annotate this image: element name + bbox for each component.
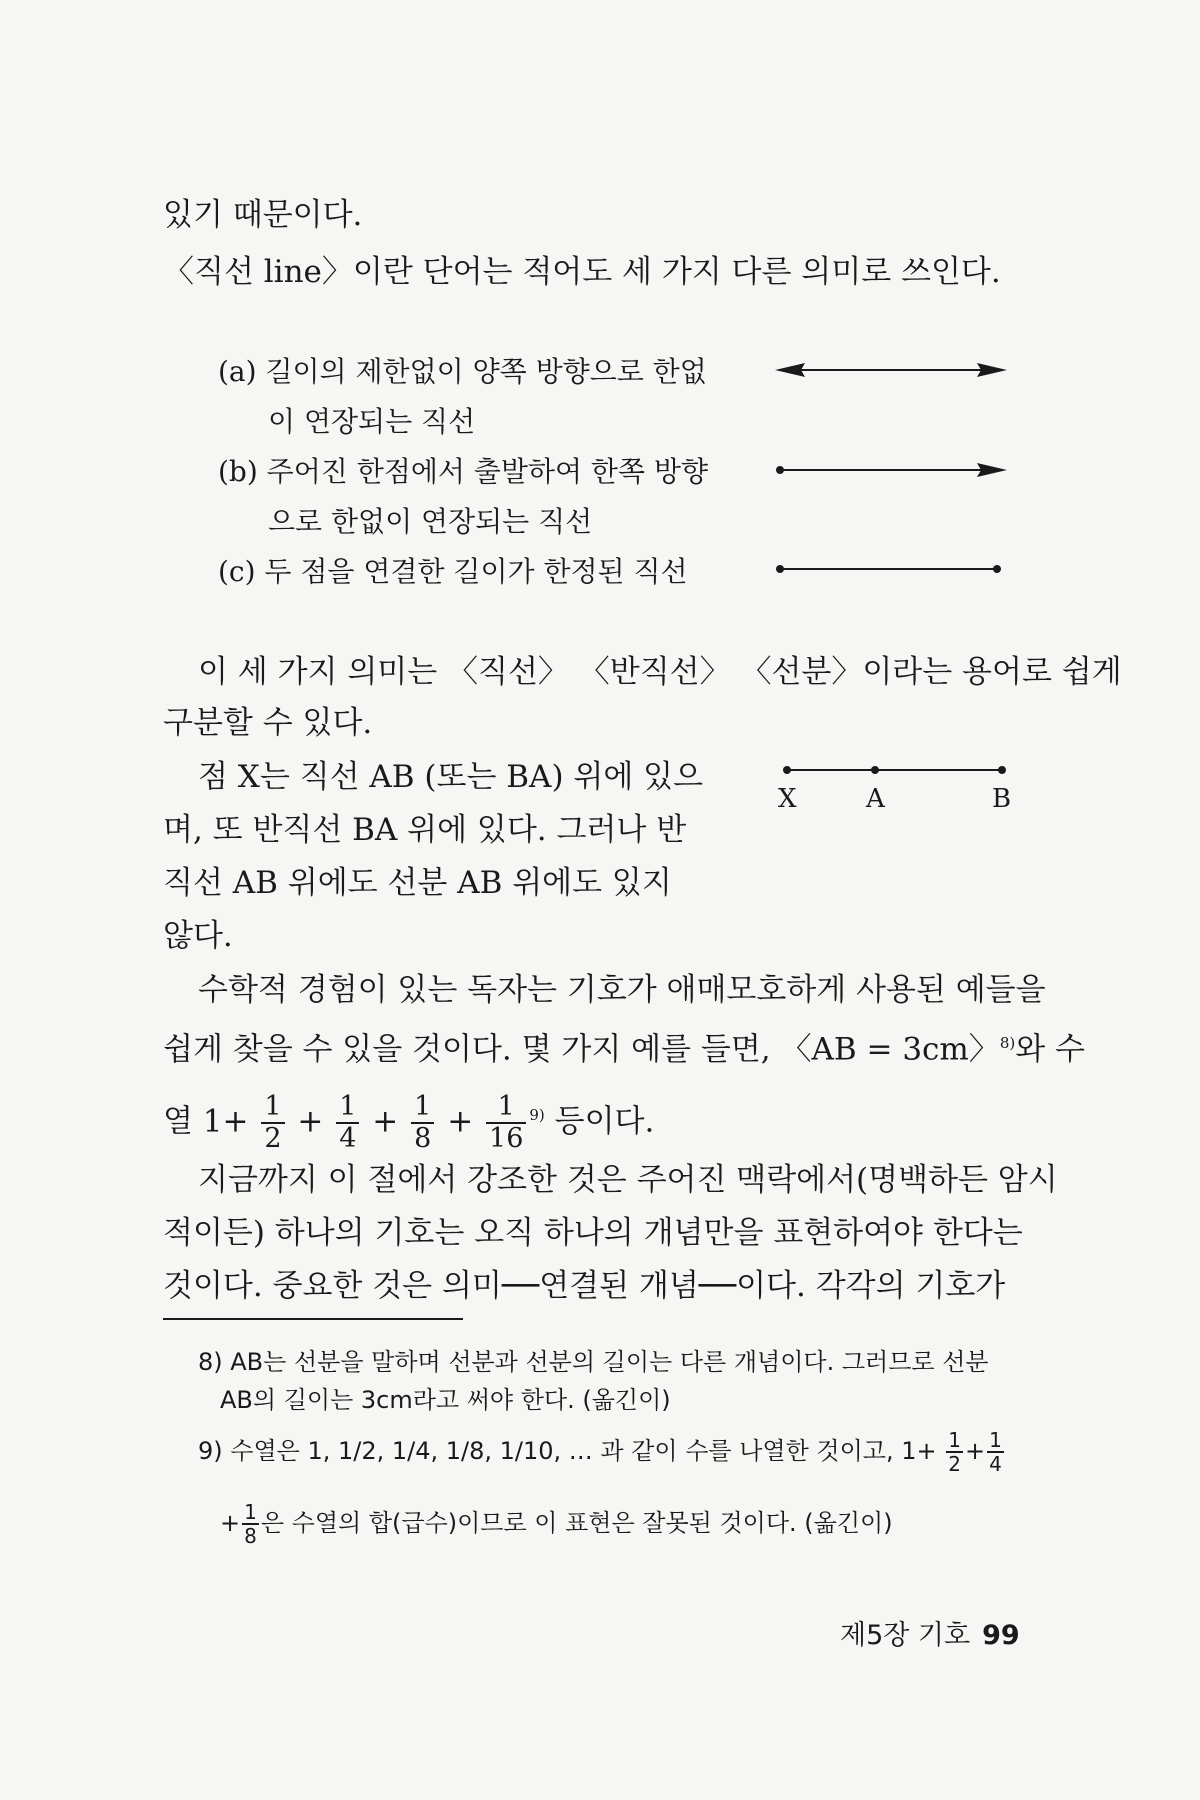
paragraph-line: 이 세 가지 의미는 〈직선〉 〈반직선〉 〈선분〉이라는 용어로 쉽게 (198, 654, 1122, 690)
fraction-one-quarter: $\frac{1}{4}$ (336, 1092, 359, 1154)
series-expression-line (163, 1080, 654, 1156)
fraction-one-eighth: $\frac{1}{8}$ (244, 1500, 257, 1548)
paragraph-line: 지금까지 이 절에서 강조한 것은 주어진 맥락에서(명백하든 암시 (198, 1162, 1058, 1198)
footnote-9-line2 (220, 1498, 893, 1548)
paragraph-line: 적이든) 하나의 기호는 오직 하나의 개념만을 표현하여야 한다는 (163, 1215, 1023, 1251)
arrowhead-right-icon (977, 463, 1007, 477)
paragraph-line: 점 X는 직선 AB (또는 BA) 위에 있으 (198, 759, 704, 795)
fraction-one-eighth: $\frac{1}{8}$ (411, 1092, 434, 1154)
paragraph-line: 구분할 수 있다. (163, 705, 373, 741)
list-item-b-line2: 으로 한없이 연장되는 직선 (268, 505, 593, 538)
point-x-dot (783, 766, 791, 774)
footnote-ref-9: 9) (529, 1106, 545, 1124)
paragraph-line: 며, 또 반직선 BA 위에 있다. 그러나 반 (163, 812, 687, 848)
arrowhead-left-icon (775, 363, 805, 377)
fraction-one-sixteenth: $\frac{1}{16}$ (486, 1092, 526, 1154)
list-item-a-line1: (a) 길이의 제한없이 양쪽 방향으로 한없 (218, 355, 707, 388)
plus-sign: + (297, 1103, 324, 1140)
page-number: 99 (982, 1620, 1020, 1651)
list-item-c-line1: (c) 두 점을 연결한 길이가 한정된 직선 (218, 555, 688, 588)
paragraph-line: 직선 AB 위에도 선분 AB 위에도 있지 (163, 865, 672, 901)
arrowhead-right-icon (977, 363, 1007, 377)
paragraph-line: 않다. (163, 918, 233, 954)
text-run: 9) 수열은 1, 1/2, 1/4, 1/8, 1/10, … 과 같이 수를 나열한 것이고, 1+ (198, 1437, 937, 1465)
footnote-8-line1: 8) AB는 선분을 말하며 선분과 선분의 길이는 다른 개념이다. 그러므로 선분 (198, 1348, 989, 1376)
list-item-b-line1: (b) 주어진 한점에서 출발하여 한쪽 방향 (218, 455, 708, 488)
text-run: 쉽게 찾을 수 있을 것이다. 몇 가지 예를 들면, 〈AB = 3cm〉 (163, 1031, 1000, 1068)
segment-figure (775, 554, 1007, 584)
xab-segment-figure (782, 760, 1008, 780)
footnote-ref-8: 8) (999, 1034, 1016, 1052)
paragraph-line: 수학적 경험이 있는 독자는 기호가 애매모호하게 사용된 예들을 (198, 972, 1046, 1008)
point-x-label: X (778, 784, 797, 814)
plus-sign: + (964, 1437, 986, 1465)
list-item-a-line2: 이 연장되는 직선 (268, 405, 476, 438)
fraction-one-half: $\frac{1}{2}$ (948, 1428, 961, 1476)
text-run: 은 수열의 합(급수)이므로 이 표현은 잘못된 것이다. (옮긴이) (260, 1509, 893, 1537)
chapter-title: 제5장 기호 (840, 1620, 971, 1651)
paragraph-line: 〈직선 line〉이란 단어는 적어도 세 가지 다른 의미로 쓰인다. (163, 254, 1001, 290)
paragraph-line (163, 1023, 1085, 1069)
fraction-one-quarter: $\frac{1}{4}$ (989, 1428, 1002, 1476)
footnote-separator (163, 1318, 463, 1320)
text-run: 등이다. (554, 1103, 655, 1140)
plus-sign: + (372, 1103, 399, 1140)
plus-sign: + (220, 1509, 241, 1537)
text-run: 와 수 (1015, 1031, 1085, 1068)
plus-sign: + (447, 1103, 474, 1140)
point-b-label: B (992, 784, 1012, 814)
line-double-arrow-figure (775, 355, 1007, 385)
point-a-label: A (866, 784, 885, 814)
point-a-dot (871, 766, 879, 774)
paragraph-line: 있기 때문이다. (163, 197, 363, 233)
fraction-one-half: $\frac{1}{2}$ (261, 1092, 284, 1154)
ray-figure (775, 455, 1007, 485)
page-footer (840, 1613, 1020, 1652)
footnote-9-line1 (198, 1426, 1006, 1476)
text-run: 열 1+ (163, 1103, 249, 1140)
paragraph-line: 것이다. 중요한 것은 의미──연결된 개념──이다. 각각의 기호가 (163, 1268, 1006, 1304)
footnote-8-line2: AB의 길이는 3cm라고 써야 한다. (옮긴이) (220, 1386, 671, 1414)
segment-endpoint-right (993, 565, 1001, 573)
point-b-dot (998, 766, 1006, 774)
